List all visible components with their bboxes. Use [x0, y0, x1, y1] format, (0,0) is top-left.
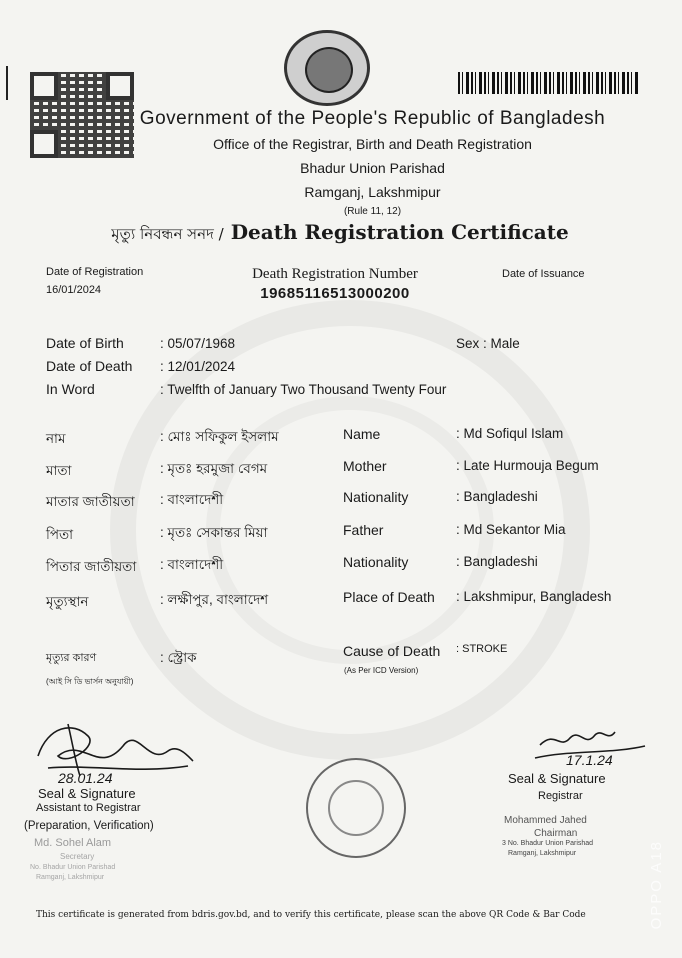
place-of-death-bn-label: মৃত্যুস্থান	[46, 594, 89, 609]
certificate-title-bn: মৃত্যু নিবন্ধন সনদ /	[111, 225, 224, 243]
assistant-handwritten-date: 28.01.24	[58, 770, 113, 786]
stamp-inner-ring-icon	[328, 780, 384, 836]
verification-footer: This certificate is generated from bdris.gov.bd, and to verify this certificate, please scan the above QR Code & Bar Code	[36, 910, 586, 920]
dob-value: : 05/07/1968	[160, 336, 236, 351]
mother-en-label: Mother	[343, 458, 387, 474]
cause-bn-value: : স্ট্রোক	[160, 650, 197, 665]
government-name: Government of the People's Republic of Bangladesh	[139, 108, 606, 129]
assistant-signature	[28, 716, 198, 788]
place-of-death-en-value: : Lakshmipur, Bangladesh	[456, 589, 612, 604]
qr-finder-icon	[30, 130, 58, 158]
scan-mark	[6, 66, 8, 100]
father-nationality-en-value: : Bangladeshi	[456, 554, 538, 569]
father-nationality-bn-label: পিতার জাতীয়তা	[46, 559, 137, 574]
name-en-value: : Md Sofiqul Islam	[456, 426, 564, 441]
assistant-seal-signature-label: Seal & Signature	[38, 786, 136, 801]
qr-finder-icon	[30, 72, 58, 100]
assistant-stamp-name: Md. Sohel Alam	[34, 837, 112, 849]
name-en-label: Name	[343, 426, 381, 442]
registrar-stamp-place: Ramganj, Lakshmipur	[508, 850, 577, 857]
assistant-duty: (Preparation, Verification)	[24, 820, 154, 832]
cause-bn-subnote: (আই সি ডি ভার্সন অনুযায়ী)	[46, 677, 134, 686]
registrar-stamp-office: 3 No. Bhadur Union Parishad	[502, 840, 594, 847]
office-location: Ramganj, Lakshmipur	[304, 184, 441, 200]
registration-date-label: Date of Registration	[46, 266, 144, 278]
rule-reference: (Rule 11, 12)	[343, 206, 402, 217]
in-word-value: : Twelfth of January Two Thousand Twenty Four	[160, 382, 447, 397]
father-bn-value: : মৃতঃ সেকান্তর মিয়া	[160, 525, 268, 540]
mother-bn-value: : মৃতঃ হরমুজা বেগম	[160, 461, 268, 476]
assistant-stamp-office: No. Bhadur Union Parishad	[30, 864, 116, 871]
father-nationality-bn-value: : বাংলাদেশী	[160, 557, 224, 572]
cause-bn-label: মৃত্যুর কারণ	[46, 652, 97, 664]
dod-label: Date of Death	[46, 358, 133, 374]
cause-en-label: Cause of Death	[343, 643, 441, 659]
government-seal-logo	[284, 30, 370, 106]
name-bn-label: নাম	[46, 431, 66, 446]
mother-nationality-bn-value: : বাংলাদেশী	[160, 492, 224, 507]
registration-number-label: Death Registration Number	[252, 266, 418, 282]
registrar-stamp-title: Chairman	[534, 828, 578, 839]
registrar-handwritten-date: 17.1.24	[566, 752, 613, 768]
registration-number-value: 19685116513000200	[260, 285, 410, 302]
barcode[interactable]	[458, 72, 638, 94]
issuance-date-label: Date of Issuance	[502, 268, 585, 280]
registrar-stamp-name: Mohammed Jahed	[504, 815, 587, 826]
mother-nationality-en-value: : Bangladeshi	[456, 489, 538, 504]
assistant-stamp-title: Secretary	[60, 852, 95, 861]
office-name: Office of the Registrar, Birth and Death Registration	[213, 136, 532, 152]
in-word-label: In Word	[46, 381, 95, 397]
registrar-seal-signature-label: Seal & Signature	[508, 771, 606, 786]
father-en-label: Father	[343, 522, 384, 538]
dod-value: : 12/01/2024	[160, 359, 236, 374]
registrar-role: Registrar	[538, 790, 583, 802]
registration-date-value: 16/01/2024	[46, 284, 102, 296]
mother-bn-label: মাতা	[46, 463, 72, 478]
assistant-role: Assistant to Registrar	[36, 802, 141, 814]
assistant-stamp-place: Ramganj, Lakshmipur	[36, 874, 105, 881]
certificate-title	[60, 220, 620, 248]
camera-watermark: OPPO A18	[648, 840, 665, 930]
mother-en-value: : Late Hurmouja Begum	[456, 458, 599, 473]
dob-label: Date of Birth	[46, 335, 124, 351]
cause-en-subnote: (As Per ICD Version)	[344, 666, 419, 675]
place-of-death-en-label: Place of Death	[343, 589, 435, 605]
father-nationality-en-label: Nationality	[343, 554, 409, 570]
cause-en-value: : STROKE	[456, 643, 508, 655]
place-of-death-bn-value: : লক্ষীপুর, বাংলাদেশ	[160, 592, 269, 607]
sex-value: Sex : Male	[456, 336, 520, 351]
father-en-value: : Md Sekantor Mia	[456, 522, 566, 537]
qr-finder-icon	[106, 72, 134, 100]
certificate-title-en: Death Registration Certificate	[230, 220, 569, 244]
father-bn-label: পিতা	[46, 527, 74, 542]
mother-nationality-bn-label: মাতার জাতীয়তা	[46, 494, 135, 509]
name-bn-value: : মোঃ সফিকুল ইসলাম	[160, 429, 279, 444]
mother-nationality-en-label: Nationality	[343, 489, 409, 505]
union-parishad-stamp	[306, 758, 406, 858]
union-name: Bhadur Union Parishad	[300, 160, 445, 176]
